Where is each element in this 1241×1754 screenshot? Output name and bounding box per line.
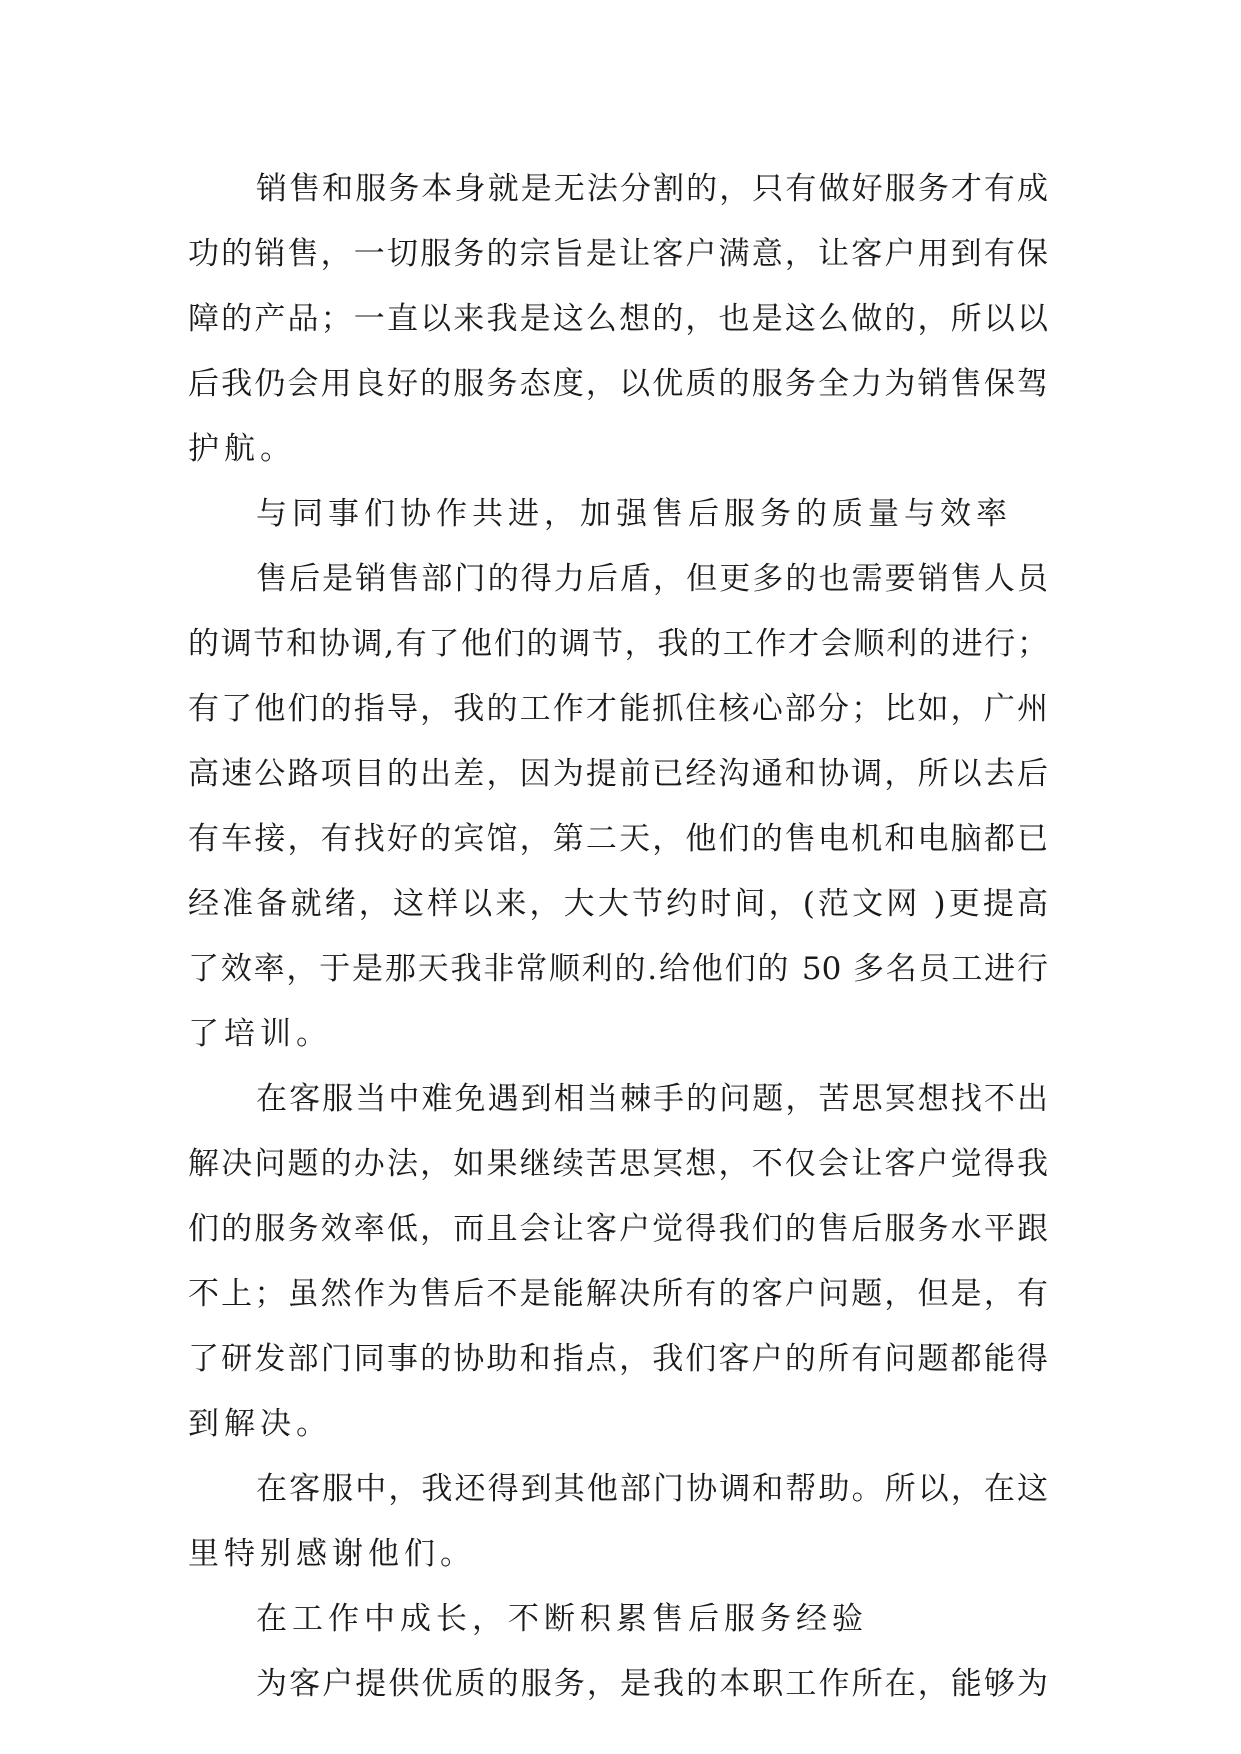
text-line: 里特别感谢他们。	[188, 1536, 476, 1572]
text-line: 的调节和协调,有了他们的调节，我的工作才会顺利的进行；	[188, 626, 1048, 662]
text-line: 售后是销售部门的得力后盾，但更多的也需要销售人员	[256, 561, 1048, 597]
text-line: 了效率，于是那天我非常顺利的.给他们的 50 多名员工进行	[188, 951, 1048, 987]
text-line: 解决问题的办法，如果继续苦思冥想，不仅会让客户觉得我	[188, 1146, 1048, 1182]
text-line: 不上；虽然作为售后不是能解决所有的客户问题，但是，有	[188, 1276, 1048, 1312]
text-line: 障的产品；一直以来我是这么想的，也是这么做的，所以以	[188, 301, 1048, 337]
text-line: 为客户提供优质的服务，是我的本职工作所在，能够为	[256, 1666, 1048, 1702]
text-line: 了研发部门同事的协助和指点，我们客户的所有问题都能得	[188, 1341, 1048, 1377]
text-line: 有车接，有找好的宾馆，第二天，他们的售电机和电脑都已	[188, 821, 1048, 857]
text-line: 销售和服务本身就是无法分割的，只有做好服务才有成	[256, 171, 1048, 207]
text-line: 了培训。	[188, 1016, 332, 1052]
text-line: 在客服中，我还得到其他部门协调和帮助。所以，在这	[256, 1471, 1048, 1507]
text-line: 护航。	[188, 431, 296, 467]
text-line: 有了他们的指导，我的工作才能抓住核心部分；比如，广州	[188, 691, 1048, 727]
text-line: 们的服务效率低，而且会让客户觉得我们的售后服务水平跟	[188, 1211, 1048, 1247]
text-line: 在客服当中难免遇到相当棘手的问题，苦思冥想找不出	[256, 1081, 1048, 1117]
document-body	[188, 157, 1048, 1717]
text-line: 功的销售，一切服务的宗旨是让客户满意，让客户用到有保	[188, 236, 1048, 272]
text-line: 高速公路项目的出差，因为提前已经沟通和协调，所以去后	[188, 756, 1048, 792]
text-line: 后我仍会用良好的服务态度，以优质的服务全力为销售保驾	[188, 366, 1048, 402]
text-line: 经准备就绪，这样以来，大大节约时间，(范文网 )更提高	[188, 886, 1048, 922]
text-line: 到解决。	[188, 1406, 332, 1442]
section-heading: 与同事们协作共进，加强售后服务的质量与效率	[256, 496, 1012, 532]
section-heading: 在工作中成长，不断积累售后服务经验	[256, 1601, 868, 1637]
